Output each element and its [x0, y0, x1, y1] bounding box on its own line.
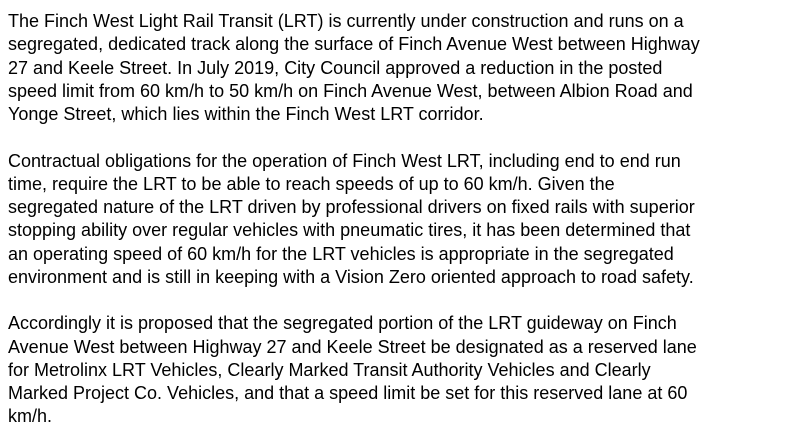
- text-line: stopping ability over regular vehicles with pneumatic tires, it has been determined that: [8, 220, 691, 241]
- text-line: Yonge Street, which lies within the Finch West LRT corridor.: [8, 104, 484, 124]
- text-line: speed limit from 60 km/h to 50 km/h on Finch Avenue West, between Albion Road and: [8, 80, 693, 101]
- text-line: time, require the LRT to be able to reach speeds of up to 60 km/h. Given the: [8, 173, 615, 194]
- paragraph: [8, 312, 794, 428]
- paragraph: [8, 150, 794, 290]
- text-line: segregated nature of the LRT driven by professional drivers on fixed rails with superior: [8, 197, 695, 217]
- text-line: The Finch West Light Rail Transit (LRT) is currently under construction and runs on a: [8, 11, 684, 31]
- text-line: Marked Project Co. Vehicles, and that a speed limit be set for this reserved lane at 60: [8, 383, 688, 403]
- text-line: km/h.: [8, 406, 53, 427]
- text-line: an operating speed of 60 km/h for the LRT vehicles is appropriate in the segregated: [8, 243, 674, 264]
- text-line: Contractual obligations for the operation of Finch West LRT, including end to end run: [8, 150, 681, 171]
- text-line: environment and is still in keeping with a Vision Zero oriented approach to road safety.: [8, 266, 694, 287]
- text-line: segregated, dedicated track along the surface of Finch Avenue West between Highway: [8, 34, 700, 55]
- paragraph: [8, 10, 794, 126]
- text-line: Accordingly it is proposed that the segregated portion of the LRT guideway on Finch: [8, 313, 677, 334]
- text-line: Avenue West between Highway 27 and Keele Street be designated as a reserved lane: [8, 336, 697, 357]
- text-line: 27 and Keele Street. In July 2019, City Council approved a reduction in the posted: [8, 57, 663, 78]
- text-line: for Metrolinx LRT Vehicles, Clearly Marked Transit Authority Vehicles and Clearly: [8, 359, 651, 380]
